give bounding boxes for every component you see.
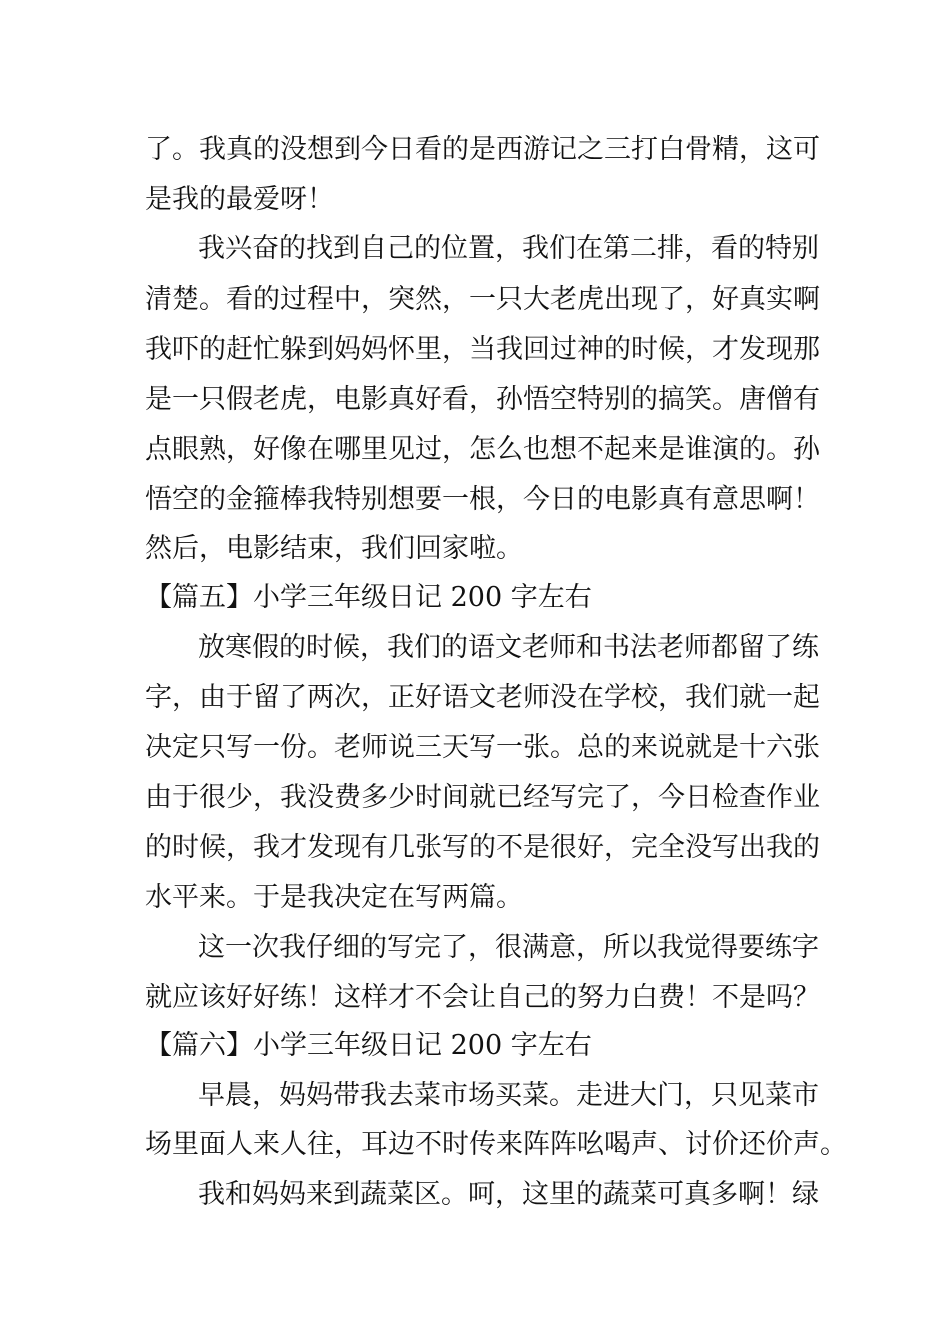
paragraph-start-line: 这一次我仔细的写完了，很满意，所以我觉得要练字 (198, 932, 819, 963)
text-line: 我吓的赶忙躲到妈妈怀里，当我回过神的时候，才发现那 (145, 334, 820, 365)
text-line: 决定只写一份。老师说三天写一张。总的来说就是十六张 (145, 732, 820, 763)
text-line: 清楚。看的过程中，突然，一只大老虎出现了，好真实啊 (145, 284, 820, 315)
text-line: 就应该好好练！这样才不会让自己的努力白费！不是吗？ (145, 982, 820, 1013)
text-line: 是我的最爱呀！ (145, 184, 334, 215)
paragraph-start-line: 早晨，妈妈带我去菜市场买菜。走进大门，只见菜市 (198, 1080, 819, 1111)
text-line: 然后，电影结束，我们回家啦。 (145, 533, 523, 564)
text-line: 了。我真的没想到今日看的是西游记之三打白骨精，这可 (145, 134, 820, 165)
text-line: 由于很少，我没费多少时间就已经写完了，今日检查作业 (145, 782, 820, 813)
text-line: 的时候，我才发现有几张写的不是很好，完全没写出我的 (145, 832, 820, 863)
section-heading: 【篇六】小学三年级日记 200 字左右 (145, 1030, 592, 1061)
text-line: 场里面人来人往，耳边不时传来阵阵吆喝声、讨价还价声。 (145, 1129, 847, 1160)
paragraph-start-line: 我兴奋的找到自己的位置，我们在第二排，看的特别 (198, 233, 819, 264)
text-line: 是一只假老虎，电影真好看，孙悟空特别的搞笑。唐僧有 (145, 384, 820, 415)
text-line: 水平来。于是我决定在写两篇。 (145, 882, 523, 913)
paragraph-start-line: 放寒假的时候，我们的语文老师和书法老师都留了练 (198, 632, 819, 663)
text-line: 悟空的金箍棒我特别想要一根，今日的电影真有意思啊！ (145, 484, 820, 515)
text-line: 点眼熟，好像在哪里见过，怎么也想不起来是谁演的。孙 (145, 434, 820, 465)
section-heading: 【篇五】小学三年级日记 200 字左右 (145, 582, 592, 613)
paragraph-start-line: 我和妈妈来到蔬菜区。呵，这里的蔬菜可真多啊！绿 (198, 1179, 819, 1210)
text-line: 字，由于留了两次，正好语文老师没在学校，我们就一起 (145, 682, 820, 713)
